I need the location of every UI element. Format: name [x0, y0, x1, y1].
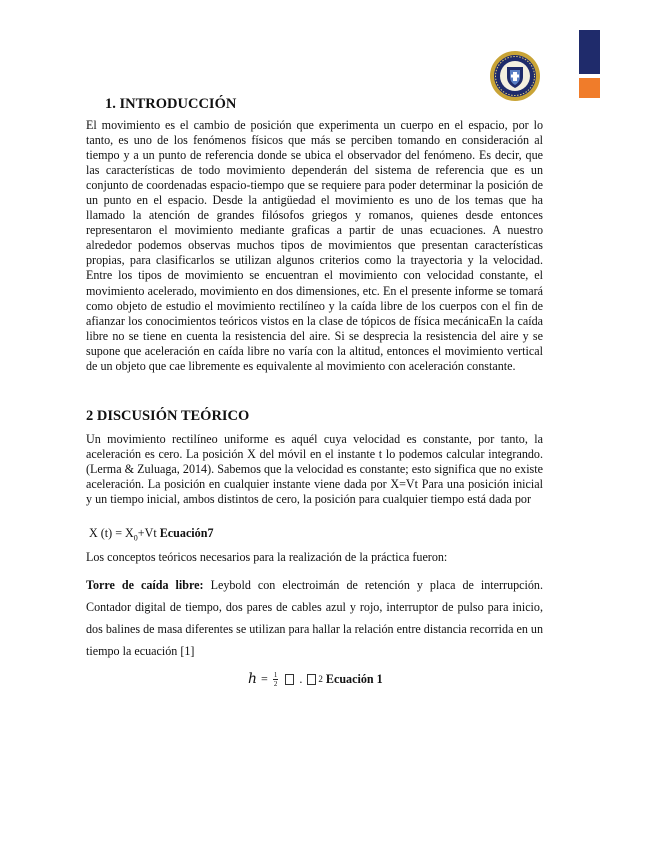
free-fall-tower-label: Torre de caída libre:	[86, 578, 204, 592]
formula-variable: ℎ	[248, 671, 258, 687]
free-fall-tower-text: Leybold con electroimán de retención y placa de interrupción. Contador digital de tiempo, dos pares de cables azul y rojo, interruptor de pulso para inicio, dos balines de masa diferentes se utilizan para hallar la relación entre distancia recorrida en un tiempo la ecuación [1]	[86, 578, 544, 658]
formula-denominator: 2	[273, 679, 278, 688]
introduction-paragraph: El movimiento es el cambio de posición que experimenta un cuerpo en el espacio, por lo tanto, es uno de los fenómenos físicos que más se perciben tomando en consideración al tiempo y a un punto de referencia donde se ubica el observador del fenómeno. Es decir, que las características de todo movimiento dependerán del sistema de referencia que es un conjunto de coordenadas espacio-tiempo que se requiere para poder determinar la posición de un punto en el espacio. Desde la antigüedad el movimiento es uno de los temas que ha llamado la atención de grandes filósofos griegos y romanos, quienes desde entonces representaron el movimiento mediante graficas a partir de unas ecuaciones. A nuestro alrededor podemos observas muchos tipos de movimientos que presentan características propias, para clasificarlos se utilizan algunos criterios como la trayectoria y la velocidad. Entre los tipos de movimiento se encuentran el movimiento con velocidad constante, el movimiento acelerado, movimiento en dos dimensiones, etc. En el presente informe se tomará como objeto de estudio el movimiento rectilíneo y la caída libre de los cuerpos con el fin de afianzar los conocimientos teóricos vistos en la clase de tópicos de física mecánicaEn la caída libre no se tiene en cuenta la resistencia del aire. Si se desprecia la resistencia del aire y se supone que aceleración en caída libre no varía con la altitud, entonces el movimiento vertical de un objeto que cae libremente es equivalente al movimiento con aceleración constante.	[86, 118, 543, 373]
equation-1	[248, 668, 383, 690]
header-accent-bar-orange	[579, 78, 600, 98]
formula-dot: .	[299, 671, 303, 686]
equation-7-rest: +Vt	[137, 526, 160, 540]
section-heading-discussion: 2 DISCUSIÓN TEÓRICO	[86, 408, 250, 424]
equation-1-label: Ecuación 1	[325, 671, 383, 686]
formula-exponent: 2	[318, 674, 323, 684]
concepts-intro-line: Los conceptos teóricos necesarios para la realización de la práctica fueron:	[86, 550, 448, 564]
missing-glyph-box	[285, 674, 294, 685]
discussion-paragraph: Un movimiento rectilíneo uniforme es aquél cuya velocidad es constante, por tanto, la aceleración es cero. La posición X del móvil en el instante t lo podemos calcular integrando. (Lerma & Zuluaga, 2014). Sabemos que la velocidad es constante; esto significa que no existe aceleración. La posición en cualquier instante viene dada por X=Vt Para una posición inicial y un tiempo inicial, ambos distintos de cero, la posición para cualquier tiempo está dada por	[86, 432, 543, 507]
equation-7-label: Ecuación7	[159, 526, 214, 540]
free-fall-tower-paragraph	[86, 574, 543, 662]
section-heading-introduction: 1. INTRODUCCIÓN	[105, 96, 237, 112]
formula-fraction	[273, 671, 279, 688]
formula-equals: =	[261, 671, 268, 686]
missing-glyph-box	[307, 674, 316, 685]
equation-7-text: X (t) = X	[89, 526, 134, 540]
equation-7-subscript: 0	[133, 533, 138, 543]
university-seal-icon	[489, 50, 541, 102]
equation-7	[89, 526, 214, 542]
header-accent-bar-blue	[579, 30, 600, 74]
formula-numerator: 1	[273, 670, 278, 679]
